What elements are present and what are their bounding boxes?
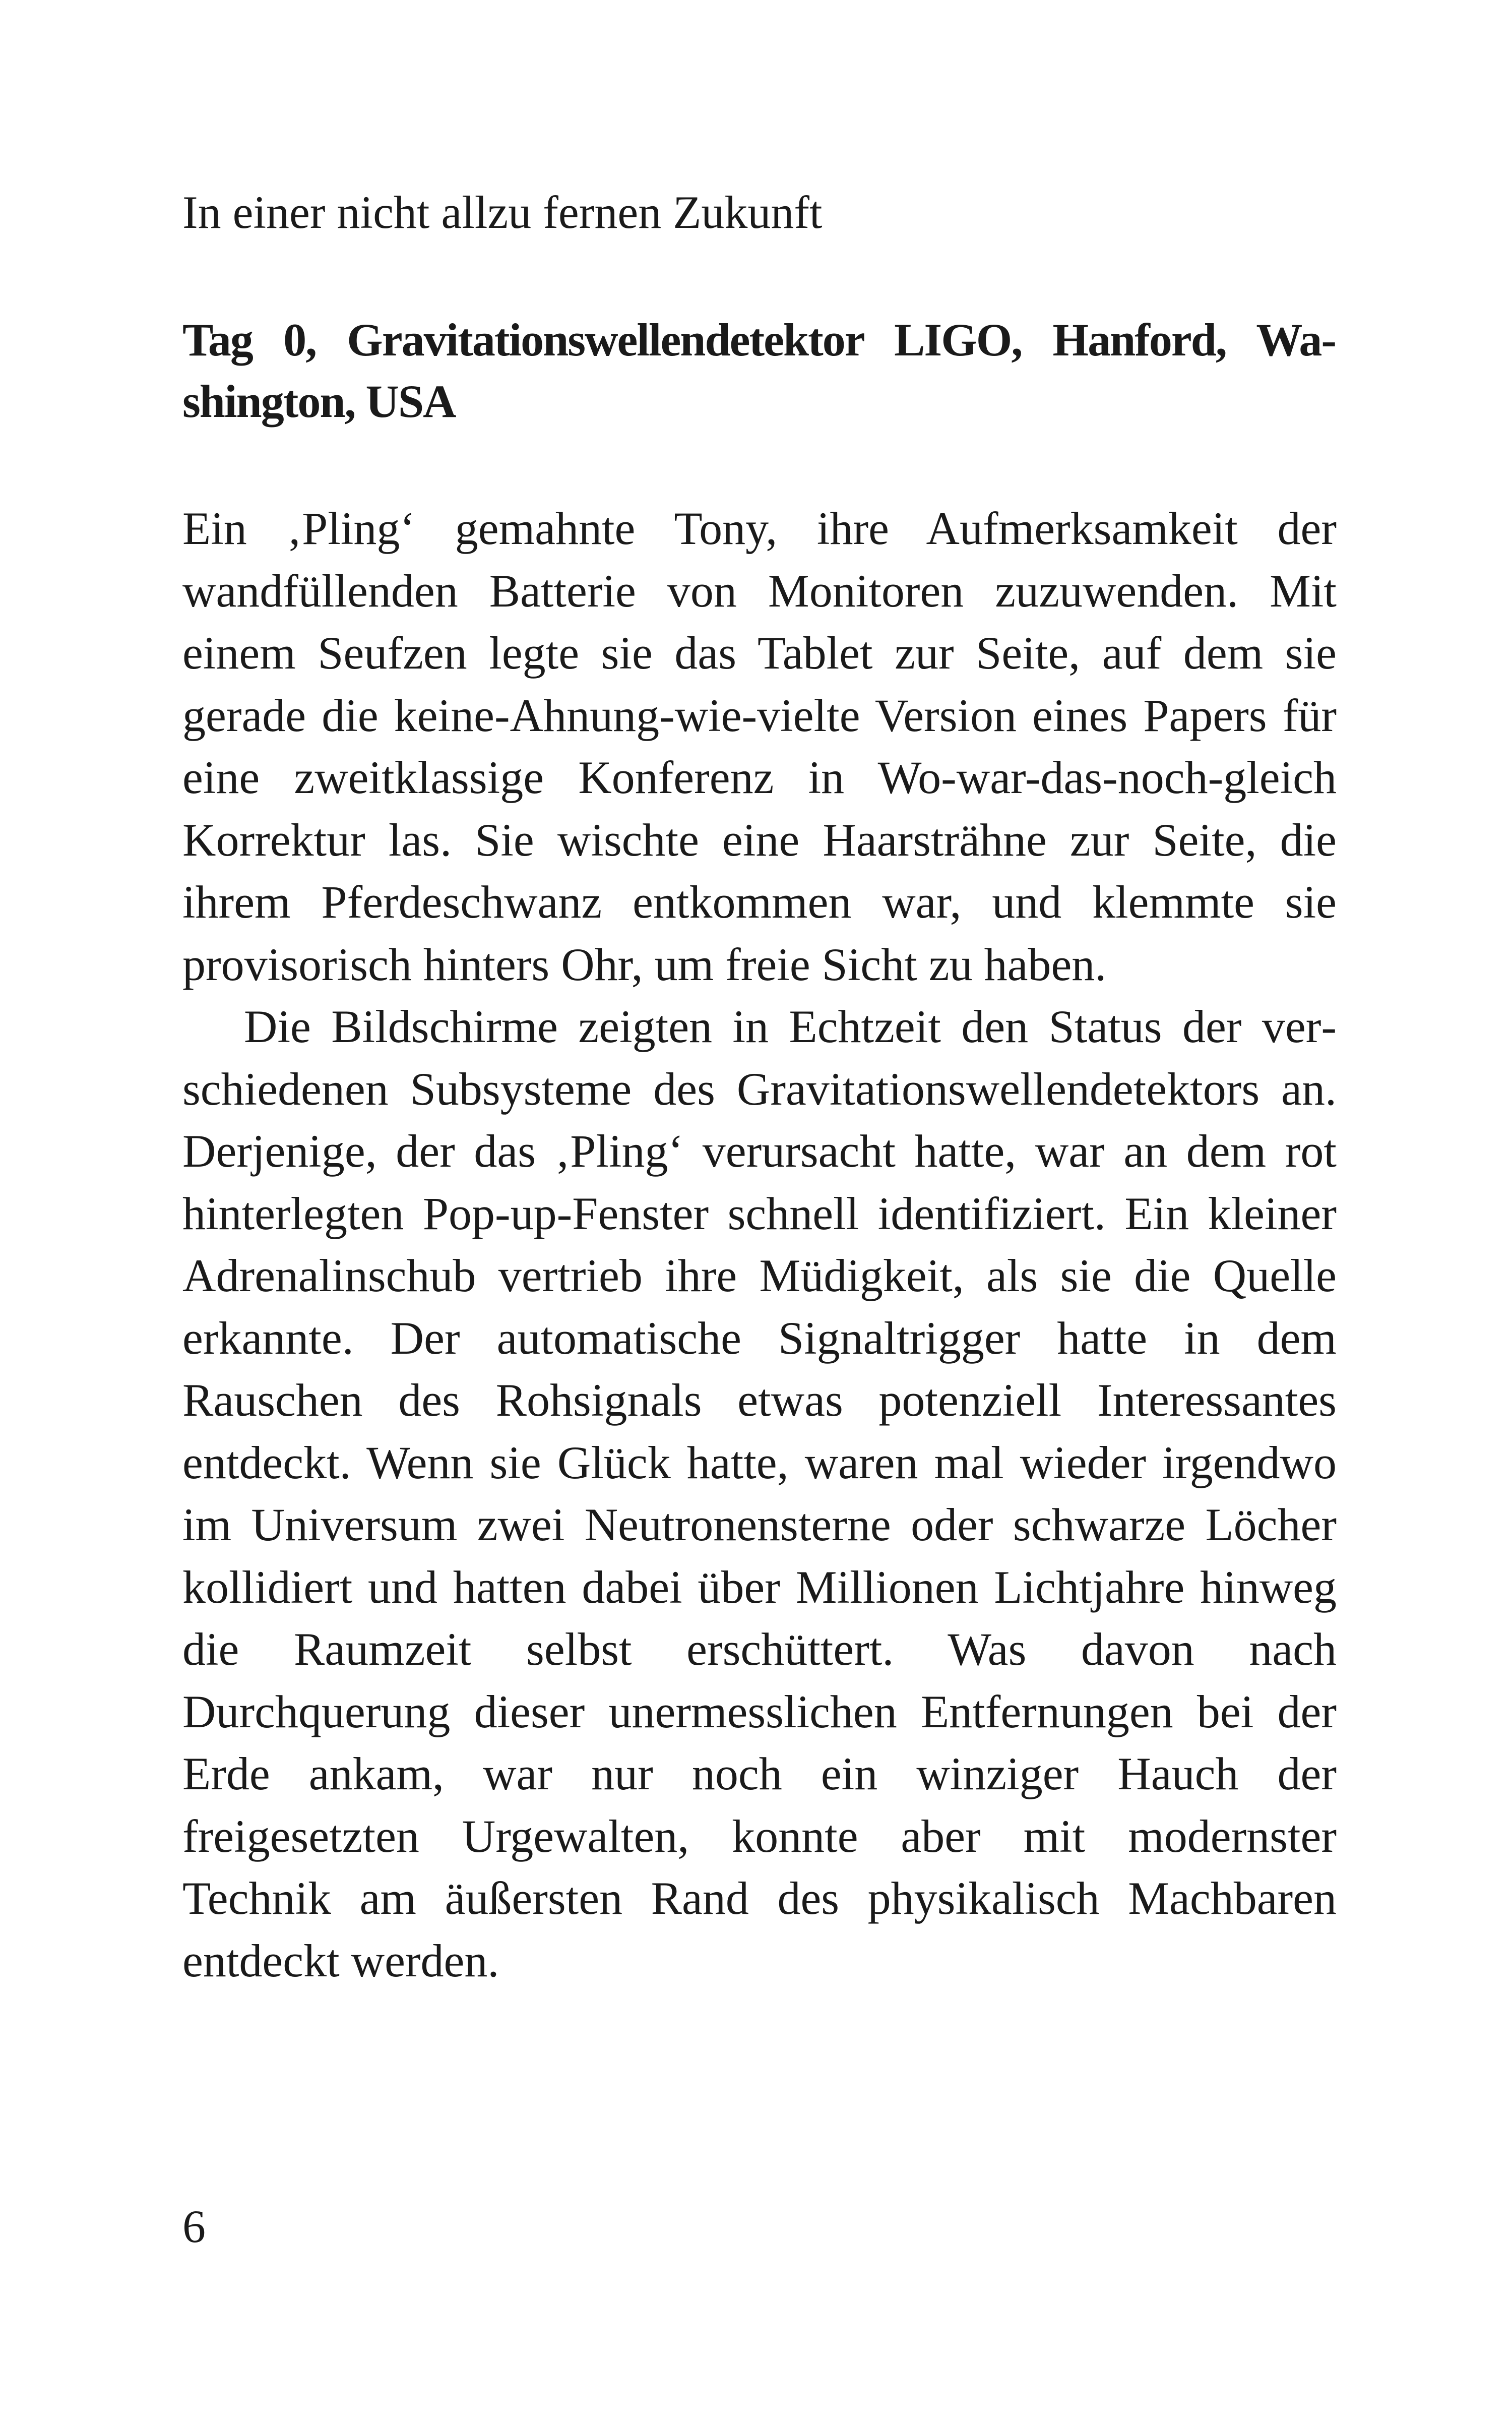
section-heading: Tag 0, Gravitationswellendetektor LIGO, Hanford, Washington, USA — [182, 314, 1337, 427]
paragraph-2: Die Bildschirme zeigten in Echtzeit den Status der verschiedenen Subsysteme des Gravitationswellendetektors an. Derjenige, der das ‚Pling‘ verursacht hatte, war an dem rot hinterlegten Pop-up-Fenster schnell identifiziert. Ein kleiner Adrenalinschub vertrieb ihre Müdigkeit, als sie die Quelle erkannte. Der automatische Signaltrigger hatte in dem Rauschen des Rohsignals etwas potenziell Interessantes entdeckt. Wenn sie Glück hatte, waren mal wieder irgendwo im Universum zwei Neutronensterne oder schwarze Löcher kollidiert und hatten dabei über Millionen Lichtjahre hinweg die Raumzeit selbst erschüttert. Was davon nach Durchquerung dieser unermesslichen Entfernungen bei der Erde ankam, war nur noch ein winziger Hauch der freigesetzten Urgewalten, konnte aber mit modernster Technik am äußersten Rand des physikalisch Machbaren entdeckt werden. — [182, 1001, 1337, 1986]
paragraph-1: Ein ‚Pling‘ gemahnte Tony, ihre Aufmerksamkeit der wandfüllenden Batterie von Monitoren zuzuwenden. Mit einem Seufzen legte sie das Tablet zur Seite, auf dem sie gerade die keine-Ahnung-wie-vielte Version eines Papers für eine zweitklassige Konferenz in Wo-war-das-noch-gleich Korrektur las. Sie wischte eine Haarsträhne zur Seite, die ihrem Pferdeschwanz entkommen war, und klemmte sie provisorisch hinters Ohr, um freie Sicht zu haben. — [182, 503, 1337, 990]
page-content — [182, 182, 1337, 1992]
page-number: 6 — [182, 2201, 206, 2252]
body-text — [182, 498, 1337, 1992]
epigraph: In einer nicht allzu fernen Zukunft — [182, 187, 823, 238]
